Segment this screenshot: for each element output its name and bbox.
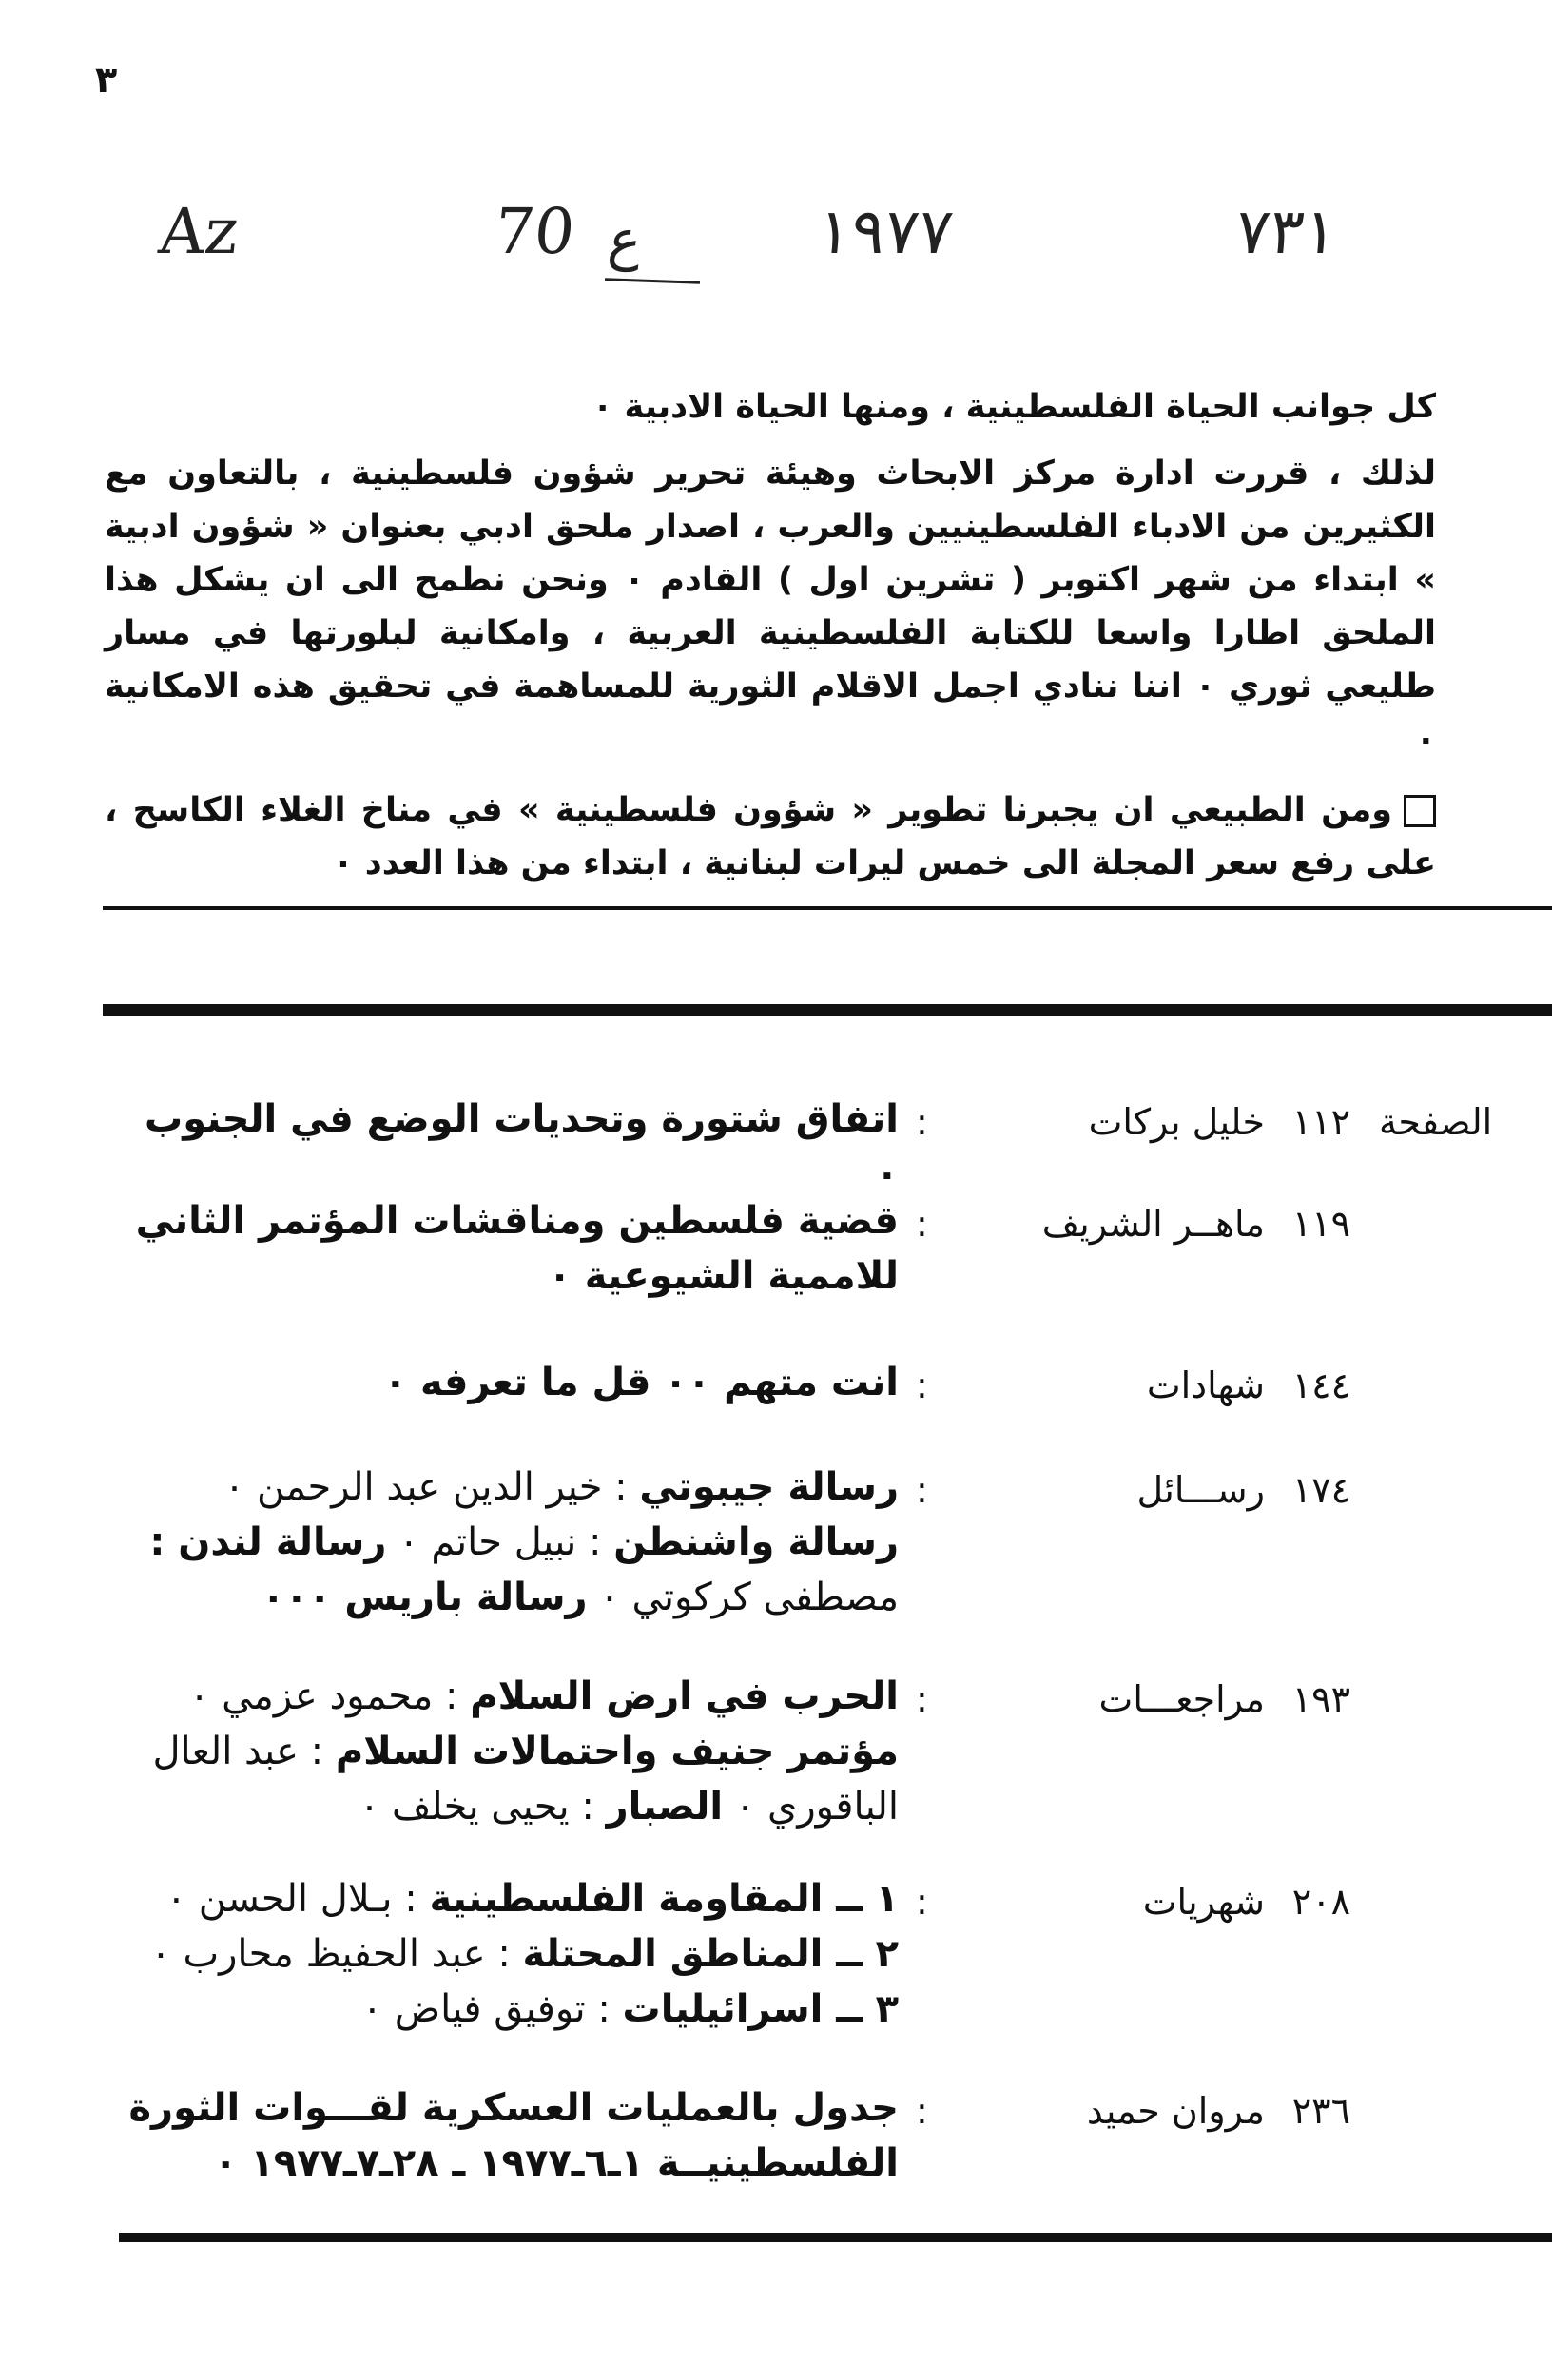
intro-paragraph-3: ومن الطبيعي ان يجبرنا تطوير « شؤون فلسطينية » في مناخ الغلاء الكاسح ، على رفع سعر المجلة الى خمس ليرات لبنانية ، ابتداء من هذا العدد ٠	[105, 791, 1436, 882]
entry-title	[119, 1460, 899, 1625]
entry-colon: :	[916, 1881, 928, 1923]
entry-page-number: ١٧٤	[1291, 1469, 1350, 1511]
entry-line: ١ ــ المقاومة الفلسطينية : بـلال الحسن ٠	[165, 1877, 899, 1921]
entry-colon: :	[916, 1203, 928, 1245]
entry-line: الحرب في ارض السلام : محمود عزمي ٠	[188, 1674, 899, 1718]
entry-author: مروان حميد	[1086, 2090, 1265, 2132]
handwritten-letter: ع	[605, 207, 646, 272]
entry-colon: :	[916, 1678, 928, 1720]
entry-page-number: ٢٠٨	[1291, 1881, 1350, 1923]
handwritten-year: ١٩٧٧	[813, 195, 957, 268]
entry-title: قضية فلسطين ومناقشات المؤتمر الثاني للاممية الشيوعية ٠	[135, 1199, 899, 1298]
entry-page-number: ١٤٤	[1291, 1364, 1350, 1406]
entry-author: شهريات	[1142, 1881, 1265, 1923]
entry-colon: :	[916, 1101, 928, 1143]
intro-paragraph-1: كل جوانب الحياة الفلسطينية ، ومنها الحياة الادبية ٠	[592, 388, 1436, 426]
page-number: ٣	[95, 59, 118, 101]
handwritten-code-70: 70	[490, 195, 579, 268]
intro-paragraph-2: لذلك ، قررت ادارة مركز الابحاث وهيئة تحرير شؤون فلسطينية ، بالتعاون مع الكثيرين من الادباء الفلسطينيين والعرب ، اصدار ملحق ادبي بعنوان « شؤون ادبية » ابتداء من شهر اكتوبر ( تشرين اول ) القادم ٠ ونحن نطمح الى ان يشكل هذا الملحق اطارا واسعا للكتابة الفلسطينية العربية ، وامكانية لبلورتها في مسار طليعي ثوري ٠ اننا ننادي اجمل الاقلام الثورية للمساهمة في تحقيق هذه الامكانية ٠	[105, 455, 1437, 759]
entry-title	[119, 1669, 899, 1834]
entry-author: مراجعـــات	[1098, 1678, 1265, 1720]
entry-page-number: ١١٢	[1291, 1101, 1350, 1143]
entry-page-number: ١١٩	[1291, 1203, 1350, 1245]
entry-colon: :	[916, 1364, 928, 1406]
entry-author: شهادات	[1146, 1364, 1265, 1406]
handwritten-code-az: Az	[155, 195, 242, 268]
entry-line: مؤتمر جنيف واحتمالات السلام : عبد العال	[152, 1730, 899, 1773]
page-label: الصفحة	[1379, 1101, 1493, 1143]
entry-colon: :	[916, 1469, 928, 1511]
entry-title	[119, 1871, 899, 2037]
entry-page-number: ١٩٣	[1291, 1678, 1350, 1720]
entry-line: رسالة جيبوتي : خير الدين عبد الرحمن ٠	[223, 1465, 899, 1509]
entry-title: اتفاق شتورة وتحديات الوضع في الجنوب ٠	[145, 1097, 899, 1196]
entry-line: الباقوري ٠ الصبار : يحيى يخلف ٠	[359, 1785, 899, 1829]
entry-page-number: ٢٣٦	[1291, 2090, 1350, 2132]
entry-title: جدول بالعمليات العسكرية لقـــوات الثورة الفلسطينيــة ١ـ٦ـ١٩٧٧ ـ ٢٨ـ٧ـ١٩٧٧ ٠	[128, 2086, 899, 2185]
entry-line: ٣ ــ اسرائيليات : توفيق فياض ٠	[361, 1987, 899, 2031]
entry-author: خليل بركات	[1088, 1101, 1265, 1143]
entry-author: ماهــر الشريف	[1041, 1203, 1265, 1245]
entry-line: رسالة واشنطن : نبيل حاتم ٠ رسالة لندن :	[149, 1520, 899, 1564]
handwritten-number: ٧٣١	[1232, 195, 1342, 268]
entry-author: رســـائل	[1136, 1469, 1265, 1511]
entry-colon: :	[916, 2090, 928, 2132]
entry-line: مصطفى كركوتي ٠ رسالة باريس ٠٠٠	[262, 1576, 899, 1619]
entry-title: انت متهم ٠٠ قل ما تعرفه ٠	[383, 1361, 899, 1404]
entry-line: ٢ ــ المناطق المحتلة : عبد الحفيظ محارب ٠	[150, 1932, 899, 1976]
divider-bottom	[119, 2233, 1552, 2242]
